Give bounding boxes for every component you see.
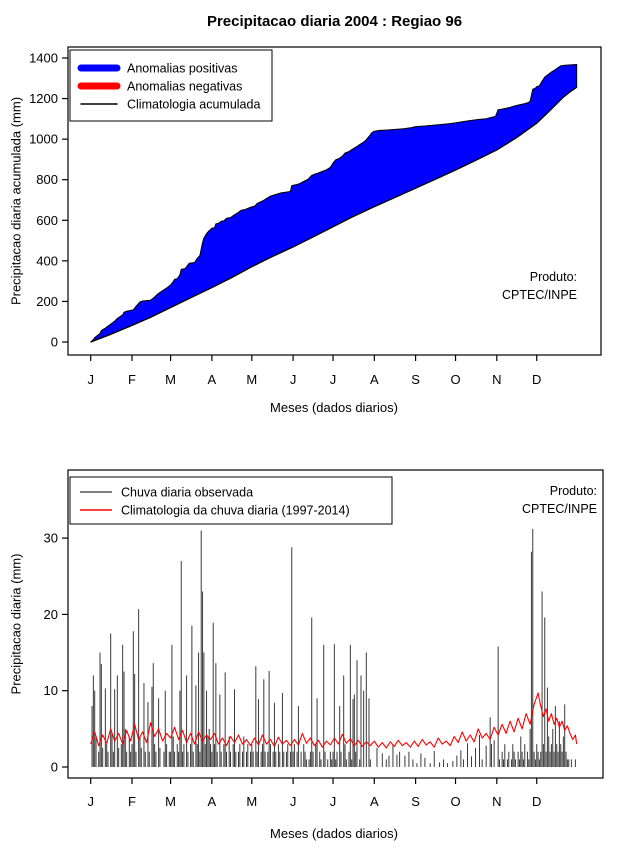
- x-tick-label: J: [87, 372, 94, 387]
- x-tick-label: S: [411, 372, 420, 387]
- x-tick-label: A: [207, 794, 217, 809]
- x-tick-label: O: [450, 372, 461, 387]
- x-tick-label: J: [289, 372, 297, 387]
- y-tick-label: 1400: [29, 50, 58, 66]
- x-tick-label: J: [329, 794, 337, 809]
- chart-title: Precipitacao diaria 2004 : Regiao 96: [206, 13, 463, 30]
- y-tick-label: 0: [50, 334, 58, 350]
- x-tick-label: A: [207, 372, 217, 387]
- legend-label: Anomalias negativas: [127, 79, 243, 94]
- x-tick-label: D: [532, 372, 542, 387]
- produto-annotation: Produto:: [529, 270, 577, 284]
- x-tick-label: F: [127, 794, 136, 809]
- x-tick-label: M: [246, 794, 258, 809]
- legend-label: Anomalias positivas: [127, 61, 238, 76]
- legend-label: Climatologia acumulada: [127, 97, 261, 112]
- x-tick-label: J: [329, 372, 337, 387]
- produto-annotation: Produto:: [549, 484, 597, 498]
- x-tick-label: D: [532, 794, 542, 809]
- produto-annotation: CPTEC/INPE: [501, 288, 577, 302]
- x-tick-label: J: [289, 794, 297, 809]
- produto-annotation: CPTEC/INPE: [521, 502, 597, 516]
- x-tick-label: M: [165, 372, 177, 387]
- x-tick-label: M: [246, 372, 258, 387]
- y-tick-label: 200: [36, 293, 58, 309]
- x-tick-label: O: [450, 794, 461, 809]
- x-tick-label: A: [369, 794, 379, 809]
- x-tick-label: A: [369, 372, 379, 387]
- legend-label: Climatologia da chuva diaria (1997-2014): [121, 503, 350, 518]
- y-tick-label: 400: [36, 253, 58, 269]
- y-tick-label: 1000: [29, 131, 58, 147]
- x-tick-label: N: [492, 794, 502, 809]
- y-tick-label: 800: [36, 172, 58, 188]
- x-axis-label-bottom: Meses (dados diarios): [270, 826, 398, 841]
- top-legend: [70, 50, 272, 121]
- x-tick-label: N: [492, 372, 502, 387]
- y-tick-label: 600: [36, 212, 58, 228]
- x-axis-label-top: Meses (dados diarios): [270, 400, 398, 415]
- x-tick-label: F: [127, 372, 136, 387]
- y-tick-label: 30: [43, 530, 58, 546]
- bottom-chart: [44, 470, 603, 809]
- daily-climatology-line: [91, 693, 577, 748]
- y-tick-label: 1200: [29, 91, 58, 107]
- x-tick-label: M: [165, 794, 177, 809]
- x-tick-label: J: [87, 794, 94, 809]
- y-tick-label: 0: [50, 759, 58, 775]
- y-tick-label: 10: [43, 683, 58, 699]
- bottom-legend: [70, 477, 392, 524]
- y-axis-label-bottom: Precipitacao diaria (mm): [8, 553, 24, 695]
- y-axis-label-top: Precipitacao diaria acumulada (mm): [8, 96, 24, 306]
- legend-label: Chuva diaria observada: [121, 485, 254, 500]
- x-tick-label: S: [411, 794, 420, 809]
- top-chart: [29, 47, 601, 387]
- y-tick-label: 20: [43, 606, 58, 622]
- daily-rain-bars: [92, 529, 575, 767]
